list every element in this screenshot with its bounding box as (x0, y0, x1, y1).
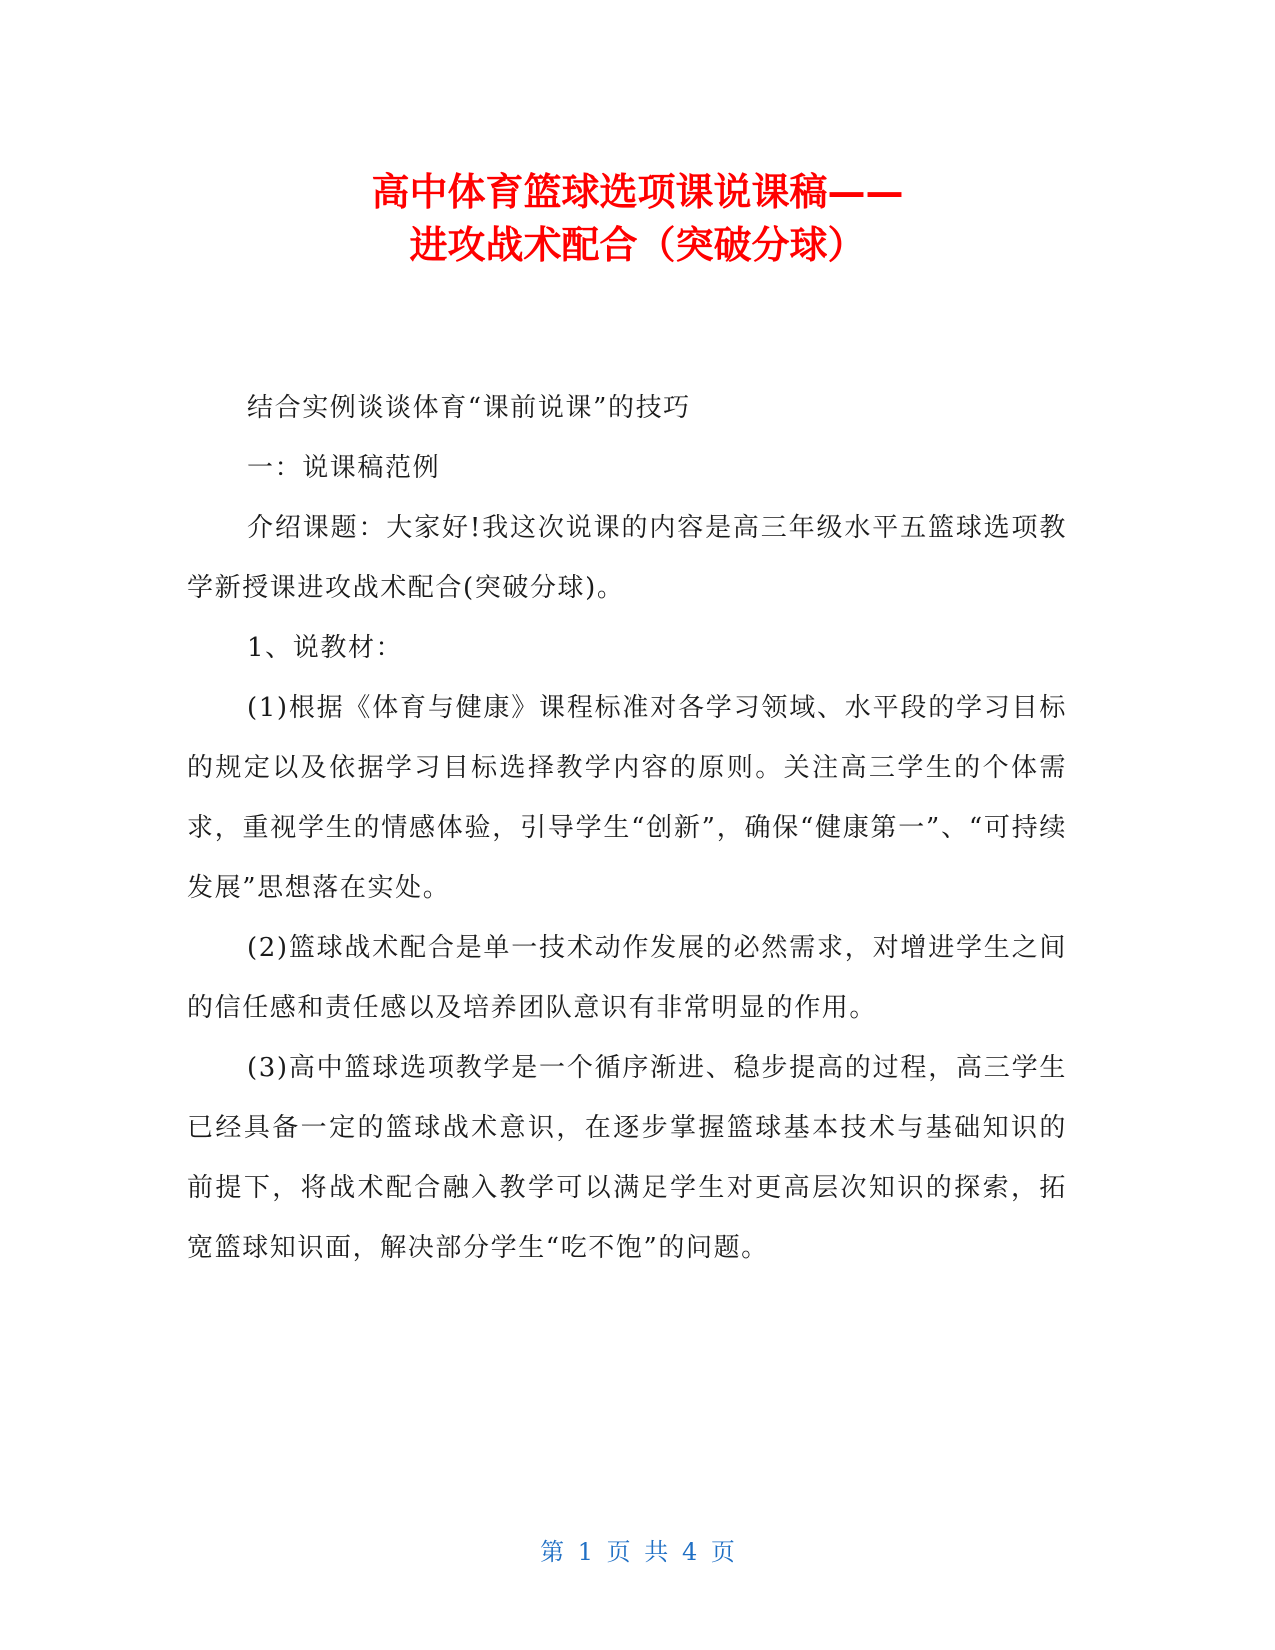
paragraph-subtitle: 结合实例谈谈体育“课前说课”的技巧 (247, 393, 691, 423)
page-footer: 第 1 页 共 4 页 (540, 1538, 735, 1566)
paragraph-introduction: 介绍课题：大家好!我这次说课的内容是高三年级水平五篮球选项教学新授课进攻战术配合(突破分球)。 (187, 513, 1067, 603)
document-title-line1: 高中体育篮球选项课说课稿—— (371, 170, 904, 214)
paragraph-point-2: (2)篮球战术配合是单一技术动作发展的必然需求，对增进学生之间的信任感和责任感以及培养团队意识有非常明显的作用。 (187, 933, 1067, 1023)
document-body (187, 378, 1067, 1278)
paragraph-point-1: (1)根据《体育与健康》课程标准对各学习领域、水平段的学习目标的规定以及依据学习目标选择教学内容的原则。关注高三学生的个体需求，重视学生的情感体验，引导学生“创新”，确保“健康第一”、“可持续发展”思想落在实处。 (187, 693, 1067, 903)
paragraph-point-3: (3)高中篮球选项教学是一个循序渐进、稳步提高的过程，高三学生已经具备一定的篮球战术意识，在逐步掌握篮球基本技术与基础知识的前提下，将战术配合融入教学可以满足学生对更高层次知识的探索，拓宽篮球知识面，解决部分学生“吃不饱”的问题。 (187, 1053, 1067, 1263)
paragraph-section-heading: 一：说课稿范例 (247, 453, 441, 483)
document-title-line2: 进攻战术配合（突破分球） (409, 223, 866, 267)
paragraph-teaching-material-heading: 1、说教材： (247, 633, 404, 663)
